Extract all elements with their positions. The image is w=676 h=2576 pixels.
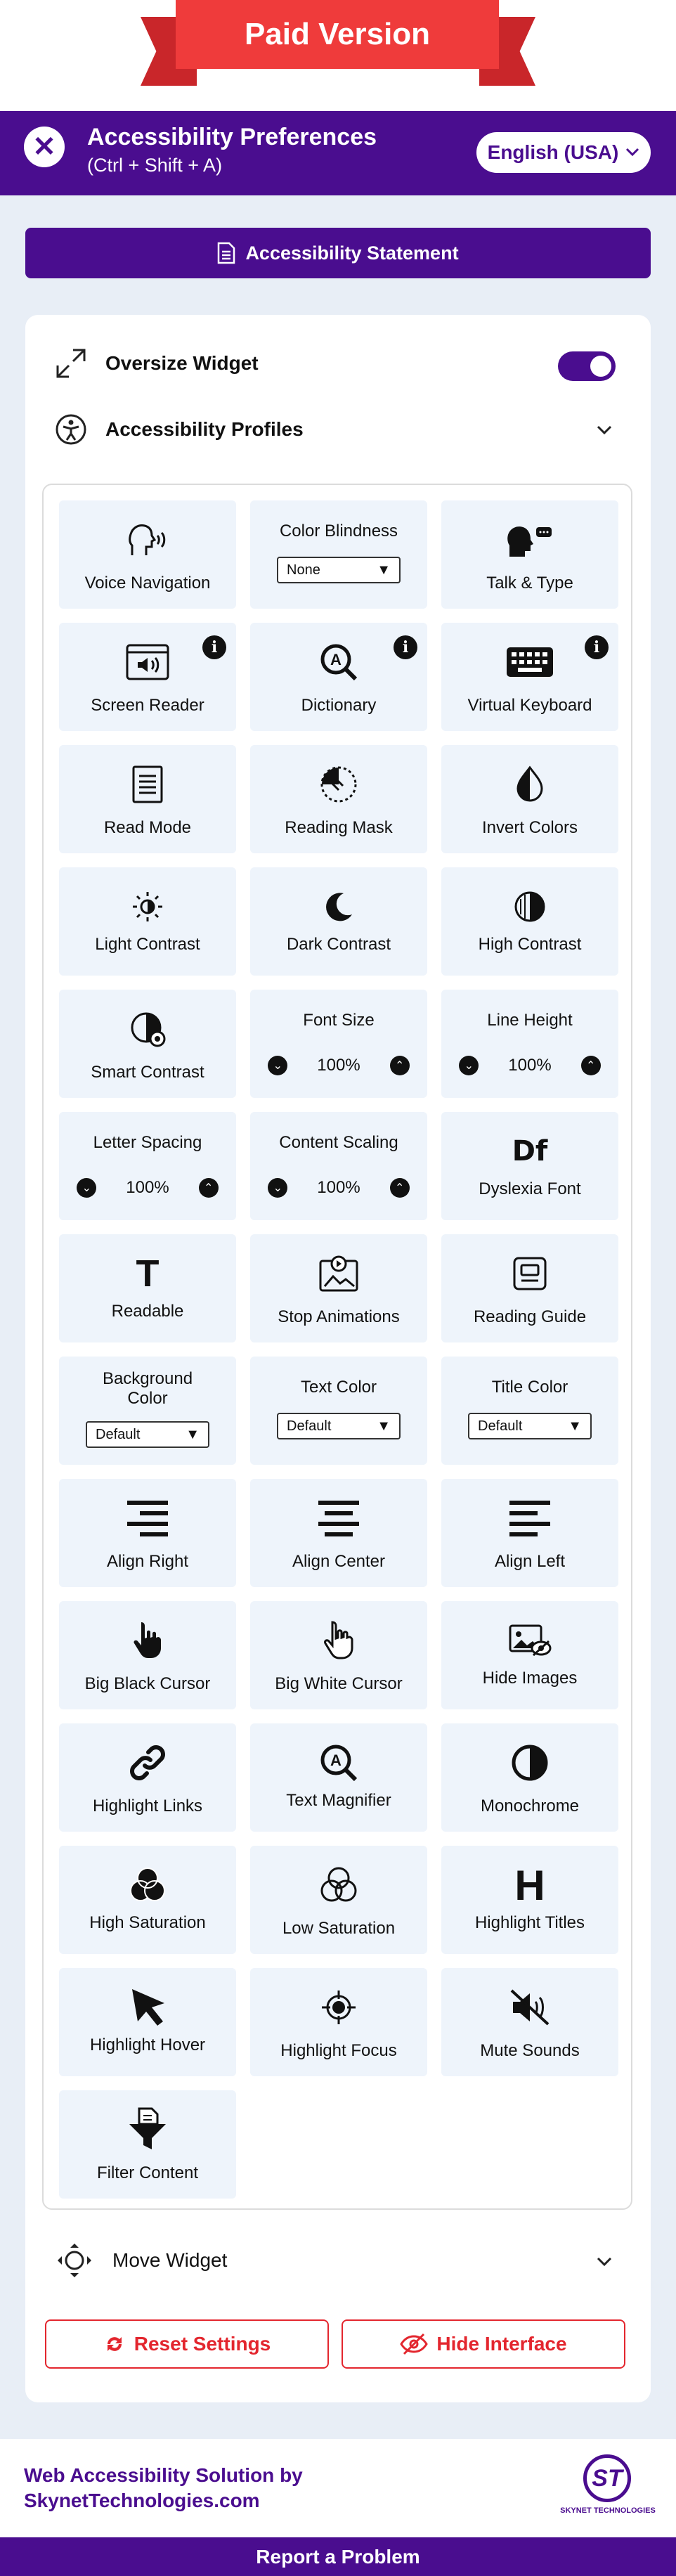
increase-button[interactable]: ⌃	[581, 1056, 601, 1075]
select-value: Default	[478, 1418, 523, 1434]
mute-icon	[509, 1988, 551, 2027]
tile-label: Smart Contrast	[91, 1063, 204, 1082]
tile-label: Light Contrast	[95, 935, 200, 954]
tile-label: Invert Colors	[481, 818, 578, 837]
tile-label: Low Saturation	[282, 1919, 396, 1938]
tile-label: Highlight Links	[92, 1797, 203, 1816]
oversize-widget-row	[55, 347, 259, 380]
align-right-tile[interactable]	[59, 1479, 236, 1587]
color-blindness-tile	[250, 500, 427, 609]
tile-label: Screen Reader	[91, 696, 204, 715]
reset-label: Reset Settings	[134, 2333, 271, 2355]
language-select[interactable]	[476, 132, 651, 173]
readable-icon: T	[136, 1253, 160, 1295]
info-icon[interactable]: i	[202, 635, 226, 659]
stop-animations-tile[interactable]	[250, 1234, 427, 1342]
monochrome-tile[interactable]	[441, 1723, 618, 1832]
smart-contrast-tile[interactable]	[59, 990, 236, 1098]
accessibility-icon	[55, 413, 87, 446]
tile-label: Dark Contrast	[286, 935, 391, 954]
talk-type-tile[interactable]	[441, 500, 618, 609]
tile-label: Background Color	[102, 1369, 193, 1408]
close-button[interactable]: ✕	[24, 127, 65, 167]
hand-cursor-black-icon	[131, 1619, 164, 1662]
tile-label: Content Scaling	[279, 1133, 398, 1152]
monochrome-icon	[510, 1743, 550, 1782]
tile-label: Filter Content	[96, 2163, 199, 2182]
triangle-down-icon: ▼	[568, 1418, 582, 1434]
screen-reader-icon	[125, 642, 170, 682]
hand-cursor-white-icon	[323, 1619, 355, 1662]
feature-grid	[42, 484, 632, 2210]
text-color-select[interactable]	[277, 1413, 401, 1439]
tile-label: Align Right	[106, 1552, 189, 1571]
tile-label: Hide Images	[482, 1669, 578, 1688]
tile-label: Dictionary	[301, 696, 377, 715]
text-color-tile	[250, 1357, 427, 1465]
chevron-down-icon[interactable]	[596, 425, 613, 436]
mute-sounds-tile[interactable]	[441, 1968, 618, 2076]
footer-credit[interactable]: Web Accessibility Solution by SkynetTechnologies.com	[24, 2464, 303, 2511]
panel-shortcut: (Ctrl + Shift + A)	[87, 155, 223, 176]
text-magnifier-icon	[318, 1742, 360, 1784]
voice-navigation-tile[interactable]	[59, 500, 236, 609]
hide-images-icon	[507, 1623, 552, 1658]
light-contrast-tile[interactable]	[59, 867, 236, 976]
stepper-value: 100%	[317, 1056, 360, 1075]
align-left-icon	[509, 1501, 550, 1536]
high-saturation-icon	[126, 1864, 169, 1906]
low-saturation-tile[interactable]	[250, 1846, 427, 1954]
move-widget-label: Move Widget	[112, 2249, 228, 2271]
filter-content-icon	[126, 2107, 169, 2152]
profiles-label: Accessibility Profiles	[105, 418, 304, 440]
tile-label: Align Center	[292, 1552, 386, 1571]
filter-content-tile[interactable]	[59, 2090, 236, 2199]
tile-label: Highlight Titles	[474, 1913, 585, 1932]
tile-label: Font Size	[303, 1011, 375, 1030]
widget-header	[0, 111, 676, 195]
title-color-tile	[441, 1357, 618, 1465]
content-scaling-stepper	[250, 1178, 427, 1198]
tile-label: Line Height	[487, 1011, 573, 1030]
reading-mask-icon	[318, 763, 360, 805]
dictionary-tile[interactable]	[250, 623, 427, 731]
font-size-tile	[250, 990, 427, 1098]
moon-icon	[321, 889, 356, 924]
line-height-tile	[441, 990, 618, 1098]
logo-caption: SKYNET TECHNOLOGIES	[560, 2506, 656, 2515]
increase-button[interactable]: ⌃	[390, 1178, 410, 1198]
triangle-down-icon: ▼	[377, 1418, 391, 1434]
chevron-down-icon[interactable]	[596, 2256, 613, 2267]
dictionary-glyph: A	[330, 651, 342, 668]
decrease-button[interactable]: ⌄	[77, 1178, 96, 1198]
dyslexia-font-icon: Df	[512, 1135, 548, 1167]
read-mode-tile[interactable]	[59, 745, 236, 853]
stepper-value: 100%	[317, 1178, 360, 1197]
align-right-icon	[127, 1501, 168, 1536]
hide-images-tile[interactable]	[441, 1601, 618, 1709]
dictionary-magnifier-icon	[318, 641, 360, 683]
reading-guide-icon	[512, 1255, 548, 1292]
info-icon[interactable]: i	[394, 635, 417, 659]
tile-label: Highlight Focus	[280, 2041, 397, 2060]
virtual-keyboard-tile[interactable]	[441, 623, 618, 731]
dark-contrast-tile[interactable]	[250, 867, 427, 976]
highlight-focus-tile[interactable]	[250, 1968, 427, 2076]
tile-label: High Saturation	[89, 1913, 206, 1932]
oversize-label: Oversize Widget	[105, 352, 259, 374]
font-size-stepper	[250, 1056, 427, 1075]
stop-animations-icon	[318, 1254, 360, 1293]
tile-label: Reading Mask	[285, 818, 393, 837]
line-height-stepper	[441, 1056, 618, 1075]
skynet-logo[interactable]: ST	[583, 2454, 631, 2502]
tile-label: Big White Cursor	[275, 1674, 403, 1693]
content-scaling-tile	[250, 1112, 427, 1220]
expand-icon	[55, 347, 87, 380]
high-saturation-tile[interactable]	[59, 1846, 236, 1954]
reading-mask-tile[interactable]	[250, 745, 427, 853]
letter-spacing-tile	[59, 1112, 236, 1220]
refresh-icon	[103, 2333, 126, 2355]
tile-label: Letter Spacing	[93, 1133, 202, 1152]
high-contrast-icon	[512, 889, 547, 924]
align-center-tile[interactable]	[250, 1479, 427, 1587]
decrease-button[interactable]: ⌄	[459, 1056, 479, 1075]
link-icon	[128, 1743, 167, 1782]
title-color-select[interactable]	[468, 1413, 592, 1439]
move-icon	[55, 2241, 94, 2280]
widget-footer	[0, 2439, 676, 2537]
letter-spacing-stepper	[59, 1178, 236, 1198]
screen-reader-tile[interactable]	[59, 623, 236, 731]
stepper-value: 100%	[508, 1056, 552, 1075]
color-blindness-select[interactable]	[277, 557, 401, 583]
info-icon[interactable]: i	[585, 635, 609, 659]
move-widget-row[interactable]	[55, 2241, 227, 2280]
focus-target-icon	[319, 1988, 358, 2027]
smart-contrast-icon	[128, 1009, 167, 1049]
dyslexia-font-tile[interactable]	[441, 1112, 618, 1220]
magnifier-glyph: A	[330, 1752, 342, 1769]
tile-label: Virtual Keyboard	[467, 696, 592, 715]
tile-label: Text Color	[300, 1378, 377, 1397]
select-value: Default	[287, 1418, 332, 1434]
invert-colors-icon	[512, 765, 547, 804]
eye-slash-icon	[400, 2333, 428, 2355]
tile-label: Monochrome	[480, 1797, 580, 1816]
settings-card	[25, 315, 651, 2402]
talk-type-icon	[505, 520, 554, 559]
report-problem-button[interactable]: Report a Problem	[0, 2537, 676, 2576]
highlight-titles-icon: H	[514, 1861, 545, 1909]
tile-label: Title Color	[491, 1378, 568, 1397]
increase-button[interactable]: ⌃	[390, 1056, 410, 1075]
readable-tile[interactable]	[59, 1234, 236, 1342]
accessibility-statement-button[interactable]	[25, 228, 651, 278]
highlight-links-tile[interactable]	[59, 1723, 236, 1832]
read-mode-icon	[131, 765, 164, 804]
tile-label: Talk & Type	[486, 574, 573, 593]
increase-button[interactable]: ⌃	[199, 1178, 219, 1198]
hide-interface-button[interactable]	[342, 2319, 625, 2369]
decrease-button[interactable]: ⌄	[268, 1178, 287, 1198]
paid-version-banner	[0, 0, 676, 111]
high-contrast-tile[interactable]	[441, 867, 618, 976]
tile-label: Stop Animations	[278, 1307, 400, 1326]
big-black-cursor-tile[interactable]	[59, 1601, 236, 1709]
arrow-cursor-icon	[128, 1986, 167, 2028]
tile-label: Dyslexia Font	[479, 1179, 581, 1198]
language-value: English (USA)	[487, 141, 619, 163]
tile-label: Voice Navigation	[84, 574, 211, 593]
document-icon	[217, 242, 235, 264]
invert-colors-tile[interactable]	[441, 745, 618, 853]
hide-label: Hide Interface	[436, 2333, 567, 2355]
accessibility-profiles-row[interactable]	[55, 413, 304, 446]
chevron-down-icon	[625, 148, 639, 157]
background-color-select[interactable]	[86, 1421, 209, 1448]
tile-label: Big Black Cursor	[84, 1674, 211, 1693]
panel-title: Accessibility Preferences	[87, 124, 377, 150]
paid-version-label: Paid Version	[176, 0, 499, 69]
reset-settings-button[interactable]	[45, 2319, 329, 2369]
select-value: None	[287, 562, 320, 578]
tile-label: Reading Guide	[473, 1307, 587, 1326]
oversize-toggle[interactable]	[558, 351, 616, 381]
decrease-button[interactable]: ⌄	[268, 1056, 287, 1075]
triangle-down-icon: ▼	[377, 562, 391, 578]
tile-label: Highlight Hover	[89, 2035, 206, 2054]
statement-label: Accessibility Statement	[245, 242, 459, 264]
tile-label: Text Magnifier	[286, 1791, 391, 1810]
align-center-icon	[318, 1501, 359, 1536]
tile-label: Readable	[111, 1302, 184, 1321]
background-color-tile	[59, 1357, 236, 1465]
keyboard-icon	[505, 645, 554, 680]
sun-icon	[130, 889, 165, 924]
tile-label: Read Mode	[103, 818, 192, 837]
voice-navigation-icon	[126, 520, 169, 559]
reading-guide-tile[interactable]	[441, 1234, 618, 1342]
text-magnifier-tile[interactable]	[250, 1723, 427, 1832]
triangle-down-icon: ▼	[186, 1426, 200, 1442]
tile-label: Color Blindness	[279, 522, 398, 541]
big-white-cursor-tile[interactable]	[250, 1601, 427, 1709]
tile-label: Mute Sounds	[480, 2041, 580, 2060]
tile-label: Align Left	[494, 1552, 566, 1571]
highlight-hover-tile[interactable]	[59, 1968, 236, 2076]
align-left-tile[interactable]	[441, 1479, 618, 1587]
tile-label: High Contrast	[478, 935, 582, 954]
low-saturation-icon	[318, 1864, 360, 1906]
stepper-value: 100%	[126, 1178, 169, 1197]
select-value: Default	[96, 1426, 141, 1442]
highlight-titles-tile[interactable]	[441, 1846, 618, 1954]
